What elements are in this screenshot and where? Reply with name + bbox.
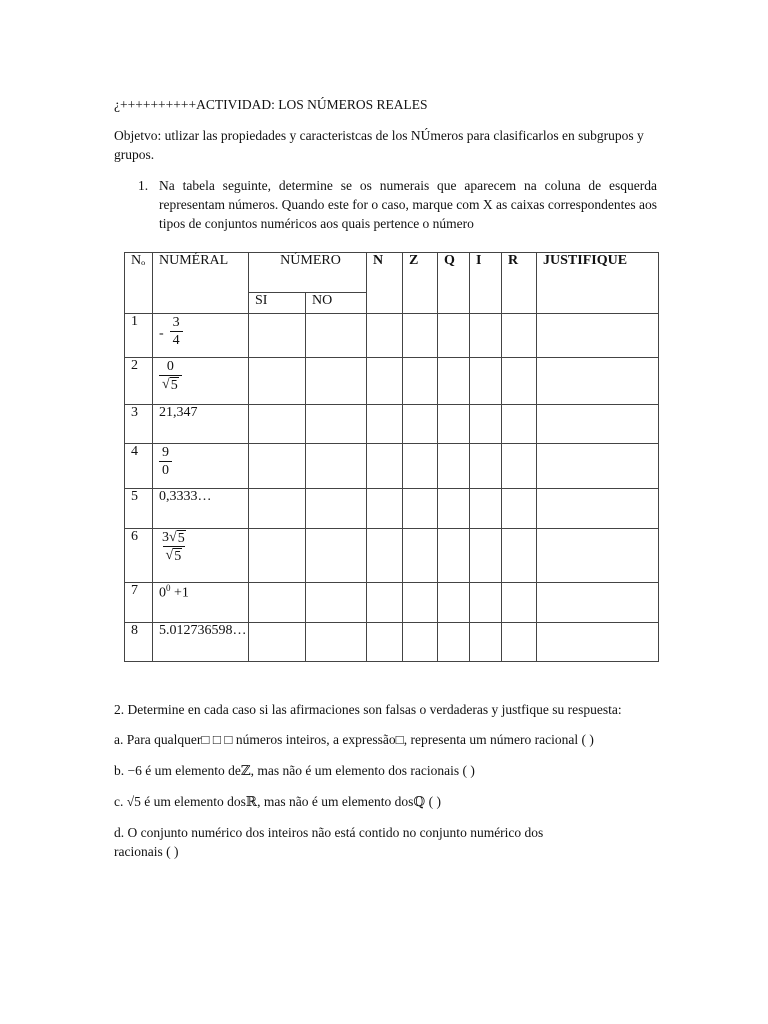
numeral-cell: [153, 529, 249, 583]
cell-no[interactable]: [306, 358, 367, 405]
radicand: 5: [174, 549, 182, 564]
cell-n[interactable]: [367, 405, 403, 444]
numerator: 3: [172, 315, 180, 330]
cell-n[interactable]: [367, 358, 403, 405]
cell-i[interactable]: [470, 405, 502, 444]
row-number: 6: [125, 529, 153, 583]
cell-no[interactable]: [306, 444, 367, 489]
cell-z[interactable]: [403, 358, 438, 405]
cell-no[interactable]: [306, 314, 367, 358]
cell-z[interactable]: [403, 623, 438, 662]
cell-q[interactable]: [438, 623, 470, 662]
numeral-cell: 5.012736598…: [153, 623, 249, 662]
cell-r[interactable]: [502, 623, 537, 662]
table-row: [125, 405, 659, 444]
numeral-cell: [153, 444, 249, 489]
cell-si[interactable]: [249, 583, 306, 623]
square-root: [162, 376, 179, 393]
cell-no[interactable]: [306, 529, 367, 583]
header-si: SI: [249, 293, 306, 314]
table-row: [125, 314, 659, 358]
objective-text: Objetvo: utlizar las propiedades y caracteristcas de los NÚmeros para clasificarlos en subgrupos y grupos.: [114, 128, 644, 162]
question-2-intro: 2. Determine en cada caso si las afirmaciones son falsas o verdaderas y justfique su respuesta:: [114, 702, 622, 717]
cell-n[interactable]: [367, 444, 403, 489]
addend: +1: [170, 585, 189, 601]
cell-no[interactable]: [306, 405, 367, 444]
cell-i[interactable]: [470, 529, 502, 583]
cell-i[interactable]: [470, 489, 502, 529]
table-row: [125, 623, 659, 662]
numeral-cell: [153, 358, 249, 405]
classification-table: [124, 252, 659, 662]
cell-q[interactable]: [438, 405, 470, 444]
denominator: [159, 375, 182, 393]
radical-sign: √: [165, 548, 174, 563]
header-no-col: NO: [306, 293, 367, 314]
denominator: [163, 546, 186, 564]
table-row: [125, 444, 659, 489]
numeral-cell: 21,347: [153, 405, 249, 444]
numeral-cell: 0,3333…: [153, 489, 249, 529]
cell-q[interactable]: [438, 358, 470, 405]
power-exponent: 0: [166, 583, 171, 593]
row-number: 8: [125, 623, 153, 662]
cell-i[interactable]: [470, 623, 502, 662]
denominator: 0: [159, 461, 172, 479]
table-row: [125, 583, 659, 623]
header-no: Nₒ: [125, 253, 153, 314]
statement-c: c. √5 é um elemento dosℝ, mas não é um elemento dosℚ ( ): [114, 794, 441, 809]
cell-r[interactable]: [502, 358, 537, 405]
header-n: N: [367, 253, 403, 314]
statement-a: a. Para qualquer□ □ □ números inteiros, a expressão□, representa um número racional ( ): [114, 732, 594, 747]
coefficient: 3: [162, 530, 169, 545]
cell-z[interactable]: [403, 489, 438, 529]
cell-si[interactable]: [249, 623, 306, 662]
cell-si[interactable]: [249, 529, 306, 583]
cell-justifique[interactable]: [537, 489, 659, 529]
cell-no[interactable]: [306, 623, 367, 662]
header-z: Z: [403, 253, 438, 314]
cell-justifique[interactable]: [537, 583, 659, 623]
square-root: [166, 547, 183, 564]
statement-b: b. −6 é um elemento deℤ, mas não é um elemento dos racionais ( ): [114, 763, 475, 778]
denominator: 4: [170, 331, 183, 349]
cell-r[interactable]: [502, 314, 537, 358]
header-justifique: JUSTIFIQUE: [537, 253, 659, 314]
table-row: [125, 529, 659, 583]
cell-r[interactable]: [502, 583, 537, 623]
cell-i[interactable]: [470, 358, 502, 405]
radicand: 5: [170, 378, 178, 393]
row-number: 7: [125, 583, 153, 623]
cell-z[interactable]: [403, 583, 438, 623]
cell-justifique[interactable]: [537, 358, 659, 405]
table-row: [125, 489, 659, 529]
cell-si[interactable]: [249, 489, 306, 529]
header-i: I: [470, 253, 502, 314]
header-q: Q: [438, 253, 470, 314]
cell-r[interactable]: [502, 489, 537, 529]
cell-r[interactable]: [502, 529, 537, 583]
statement-d-line-1: d. O conjunto numérico dos inteiros não está contido no conjunto numérico dos: [114, 825, 544, 840]
row-number: 5: [125, 489, 153, 529]
numerator: [159, 529, 189, 546]
fraction: [159, 529, 189, 564]
header-numeral: NUMÉRAL: [153, 253, 249, 314]
cell-justifique[interactable]: [537, 405, 659, 444]
power-base: 0: [159, 585, 166, 601]
cell-no[interactable]: [306, 583, 367, 623]
cell-r[interactable]: [502, 444, 537, 489]
square-root: [169, 529, 186, 546]
cell-n[interactable]: [367, 583, 403, 623]
numerator: 9: [162, 445, 169, 460]
row-number: 1: [125, 314, 153, 358]
header-numero: NÚMERO: [249, 253, 367, 293]
radicand: 5: [177, 531, 185, 546]
numeral-cell: [153, 314, 249, 358]
cell-i[interactable]: [470, 444, 502, 489]
cell-n[interactable]: [367, 529, 403, 583]
cell-q[interactable]: [438, 314, 470, 358]
cell-justifique[interactable]: [537, 444, 659, 489]
question-1-text: Na tabela seguinte, determine se os numerais que aparecem na coluna de esquerda representam números. Quando este for o caso, marque com X as caixas correspondentes aos tipos de conjuntos numéricos aos quais pertence o número: [159, 178, 657, 231]
cell-z[interactable]: [403, 405, 438, 444]
activity-title: ¿++++++++++ACTIVIDAD: LOS NÚMEROS REALES: [114, 97, 428, 112]
cell-si[interactable]: [249, 314, 306, 358]
fraction: [159, 444, 172, 479]
cell-z[interactable]: [403, 529, 438, 583]
statement-d-line-2: racionais ( ): [114, 844, 179, 859]
header-r: R: [502, 253, 537, 314]
cell-i[interactable]: [470, 314, 502, 358]
cell-n[interactable]: [367, 623, 403, 662]
cell-n[interactable]: [367, 314, 403, 358]
minus-sign: -: [159, 326, 164, 341]
cell-z[interactable]: [403, 314, 438, 358]
cell-no[interactable]: [306, 489, 367, 529]
question-1-number: 1.: [138, 178, 149, 193]
radical-sign: √: [162, 377, 170, 392]
cell-si[interactable]: [249, 358, 306, 405]
cell-si[interactable]: [249, 444, 306, 489]
radical-sign: √: [169, 530, 177, 545]
fraction: [159, 358, 182, 393]
row-number: 4: [125, 444, 153, 489]
cell-q[interactable]: [438, 444, 470, 489]
cell-si[interactable]: [249, 405, 306, 444]
cell-i[interactable]: [470, 583, 502, 623]
numeral-cell: [153, 583, 249, 623]
numerator: 0: [166, 359, 174, 374]
cell-q[interactable]: [438, 583, 470, 623]
cell-z[interactable]: [403, 444, 438, 489]
cell-q[interactable]: [438, 529, 470, 583]
table-row: [125, 358, 659, 405]
cell-justifique[interactable]: [537, 623, 659, 662]
row-number: 3: [125, 405, 153, 444]
cell-n[interactable]: [367, 489, 403, 529]
cell-justifique[interactable]: [537, 314, 659, 358]
cell-q[interactable]: [438, 489, 470, 529]
cell-r[interactable]: [502, 405, 537, 444]
row-number: 2: [125, 358, 153, 405]
cell-justifique[interactable]: [537, 529, 659, 583]
fraction: [170, 314, 183, 349]
